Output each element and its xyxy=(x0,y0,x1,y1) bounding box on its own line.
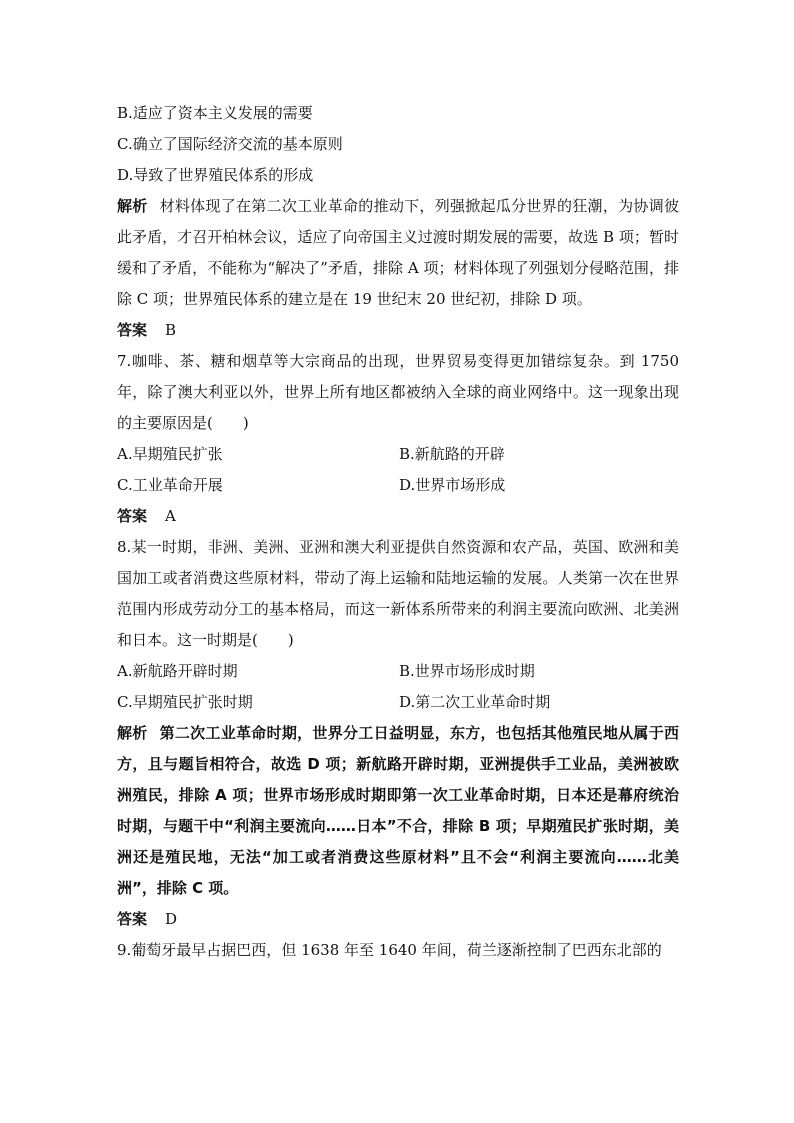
q6-option-c: C.确立了国际经济交流的基本原则 xyxy=(117,135,343,153)
q8-option-b: B.世界市场形成时期 xyxy=(399,662,535,680)
q6-option-b: B.适应了资本主义发展的需要 xyxy=(117,104,313,122)
q6-answer xyxy=(117,315,679,346)
q8-options-row-1 xyxy=(117,656,679,687)
document-page xyxy=(117,98,679,966)
q8-options-row-2 xyxy=(117,687,679,718)
q6-analysis-label: 解析 xyxy=(117,197,148,215)
q8-stem: 8.某一时期，非洲、美洲、亚洲和澳大利亚提供自然资源和农产品，英国、欧洲和美国加工或者消费这些原材料，带动了海上运输和陆地运输的发展。人类第一次在世界范围内形成劳动分工的基本格局，而这一新体系所带来的利润主要流向欧洲、北美洲和日本。这一时期是( ) xyxy=(117,538,679,649)
q6-analysis-text: 材料体现了在第二次工业革命的推动下，列强掀起瓜分世界的狂潮，为协调彼此矛盾，才召开柏林会议，适应了向帝国主义过渡时期发展的需要，故选 B 项；暂时缓和了矛盾，不能称为“解决了”矛盾，排除 A 项；材料体现了列强划分侵略范围，排除 C 项；世界殖民体系的建立是在 19 世纪末 20 世纪初，排除 D 项。 xyxy=(117,197,679,308)
q8-option-c: C.早期殖民扩张时期 xyxy=(117,693,253,711)
q7-options-row-1 xyxy=(117,439,679,470)
q8-answer-value: D xyxy=(165,910,178,928)
q8-answer-label: 答案 xyxy=(117,910,148,928)
q6-answer-label: 答案 xyxy=(117,321,148,339)
q7-option-b: B.新航路的开辟 xyxy=(399,445,505,463)
q8-analysis xyxy=(117,718,679,904)
q7-options-row-2 xyxy=(117,470,679,501)
q7-answer-value: A xyxy=(165,507,176,525)
q6-answer-value: B xyxy=(165,321,177,339)
q8-option-d: D.第二次工业革命时期 xyxy=(399,693,551,711)
q7-answer xyxy=(117,501,679,532)
q7-option-d: D.世界市场形成 xyxy=(399,476,506,494)
q7-option-c: C.工业革命开展 xyxy=(117,476,223,494)
q6-analysis xyxy=(117,191,679,315)
q8-answer xyxy=(117,904,679,935)
q8-analysis-text: 第二次工业革命时期，世界分工日益明显，东方，也包括其他殖民地从属于西方，且与题旨相符合，故选 D 项；新航路开辟时期，亚洲提供手工业品，美洲被欧洲殖民，排除 A 项；世界市场形成时期即第一次工业革命时期，日本还是幕府统治时期，与题干中“利润主要流向……日本”不合，排除 B 项；早期殖民扩张时期，美洲还是殖民地，无法“加工或者消费这些原材料”且不会“利润主要流向……北美洲”，排除 C 项。 xyxy=(117,724,679,897)
q6-option-d: D.导致了世界殖民体系的形成 xyxy=(117,166,314,184)
q8-option-a: A.新航路开辟时期 xyxy=(117,662,238,680)
q8-analysis-label: 解析 xyxy=(117,724,148,742)
q7-answer-label: 答案 xyxy=(117,507,148,525)
q7-stem: 7.咖啡、茶、糖和烟草等大宗商品的出现，世界贸易变得更加错综复杂。到 1750 年，除了澳大利亚以外，世界上所有地区都被纳入全球的商业网络中。这一现象出现的主要原因是( ) xyxy=(117,352,679,432)
q9-stem: 9.葡萄牙最早占据巴西，但 1638 年至 1640 年间，荷兰逐渐控制了巴西东北部的 xyxy=(117,941,662,959)
q7-option-a: A.早期殖民扩张 xyxy=(117,445,223,463)
